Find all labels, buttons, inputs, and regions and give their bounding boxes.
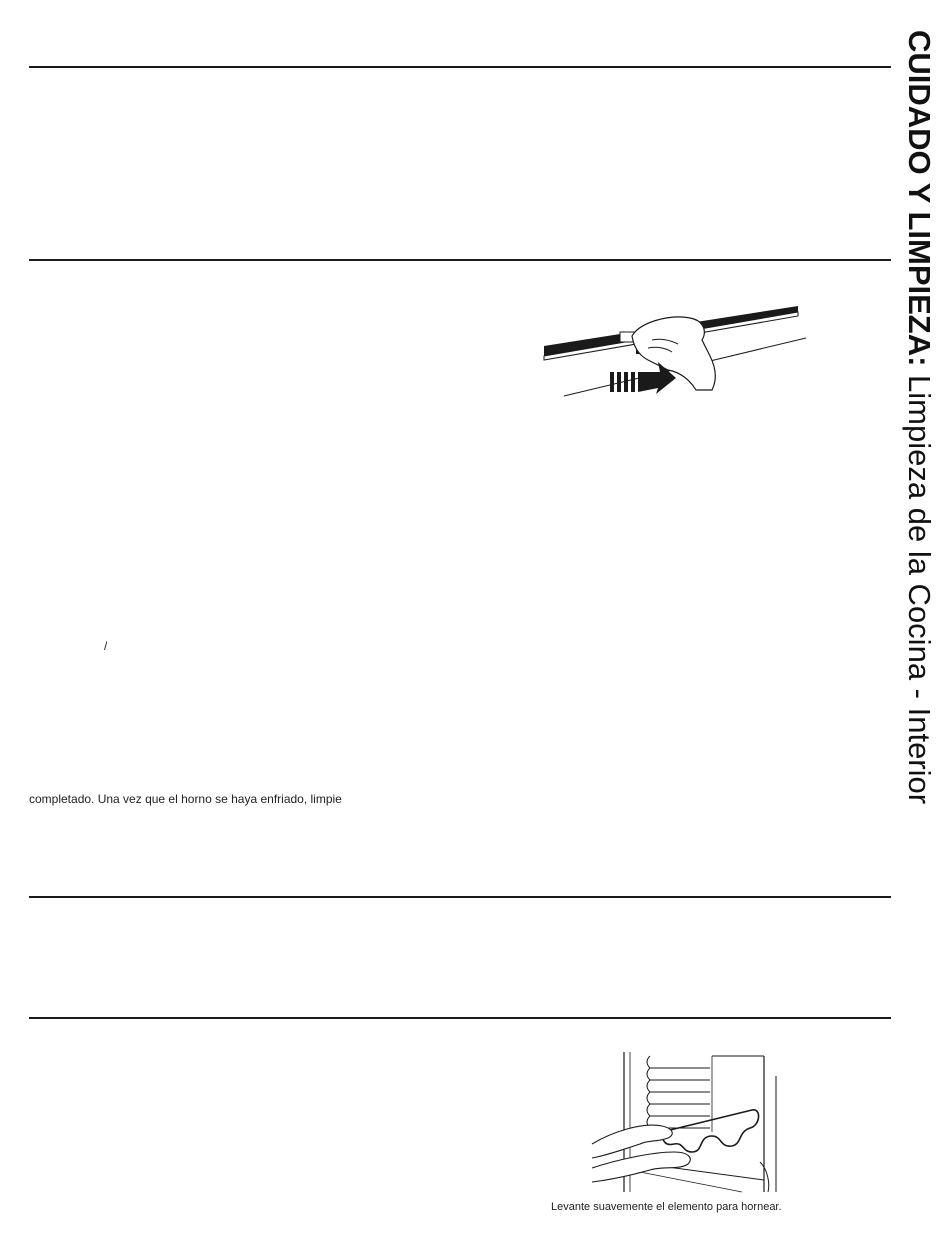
bake-element-caption: Levante suavemente el elemento para hornear. [551, 1201, 782, 1213]
section-divider [29, 1017, 891, 1019]
body-text-line: completado. Una vez que el horno se haya enfriado, limpie [29, 792, 342, 806]
door-latch-illustration [540, 300, 810, 430]
section-divider [29, 896, 891, 898]
section-title-bold: CUIDADO Y LIMPIEZA: [902, 30, 937, 367]
bake-element-illustration [592, 1052, 782, 1197]
section-title-subtitle: Limpieza de la Cocina - Interior [902, 366, 937, 805]
section-divider [29, 66, 891, 68]
section-title [902, 30, 936, 804]
section-divider [29, 259, 891, 261]
text-fragment-slash: / [104, 639, 108, 653]
